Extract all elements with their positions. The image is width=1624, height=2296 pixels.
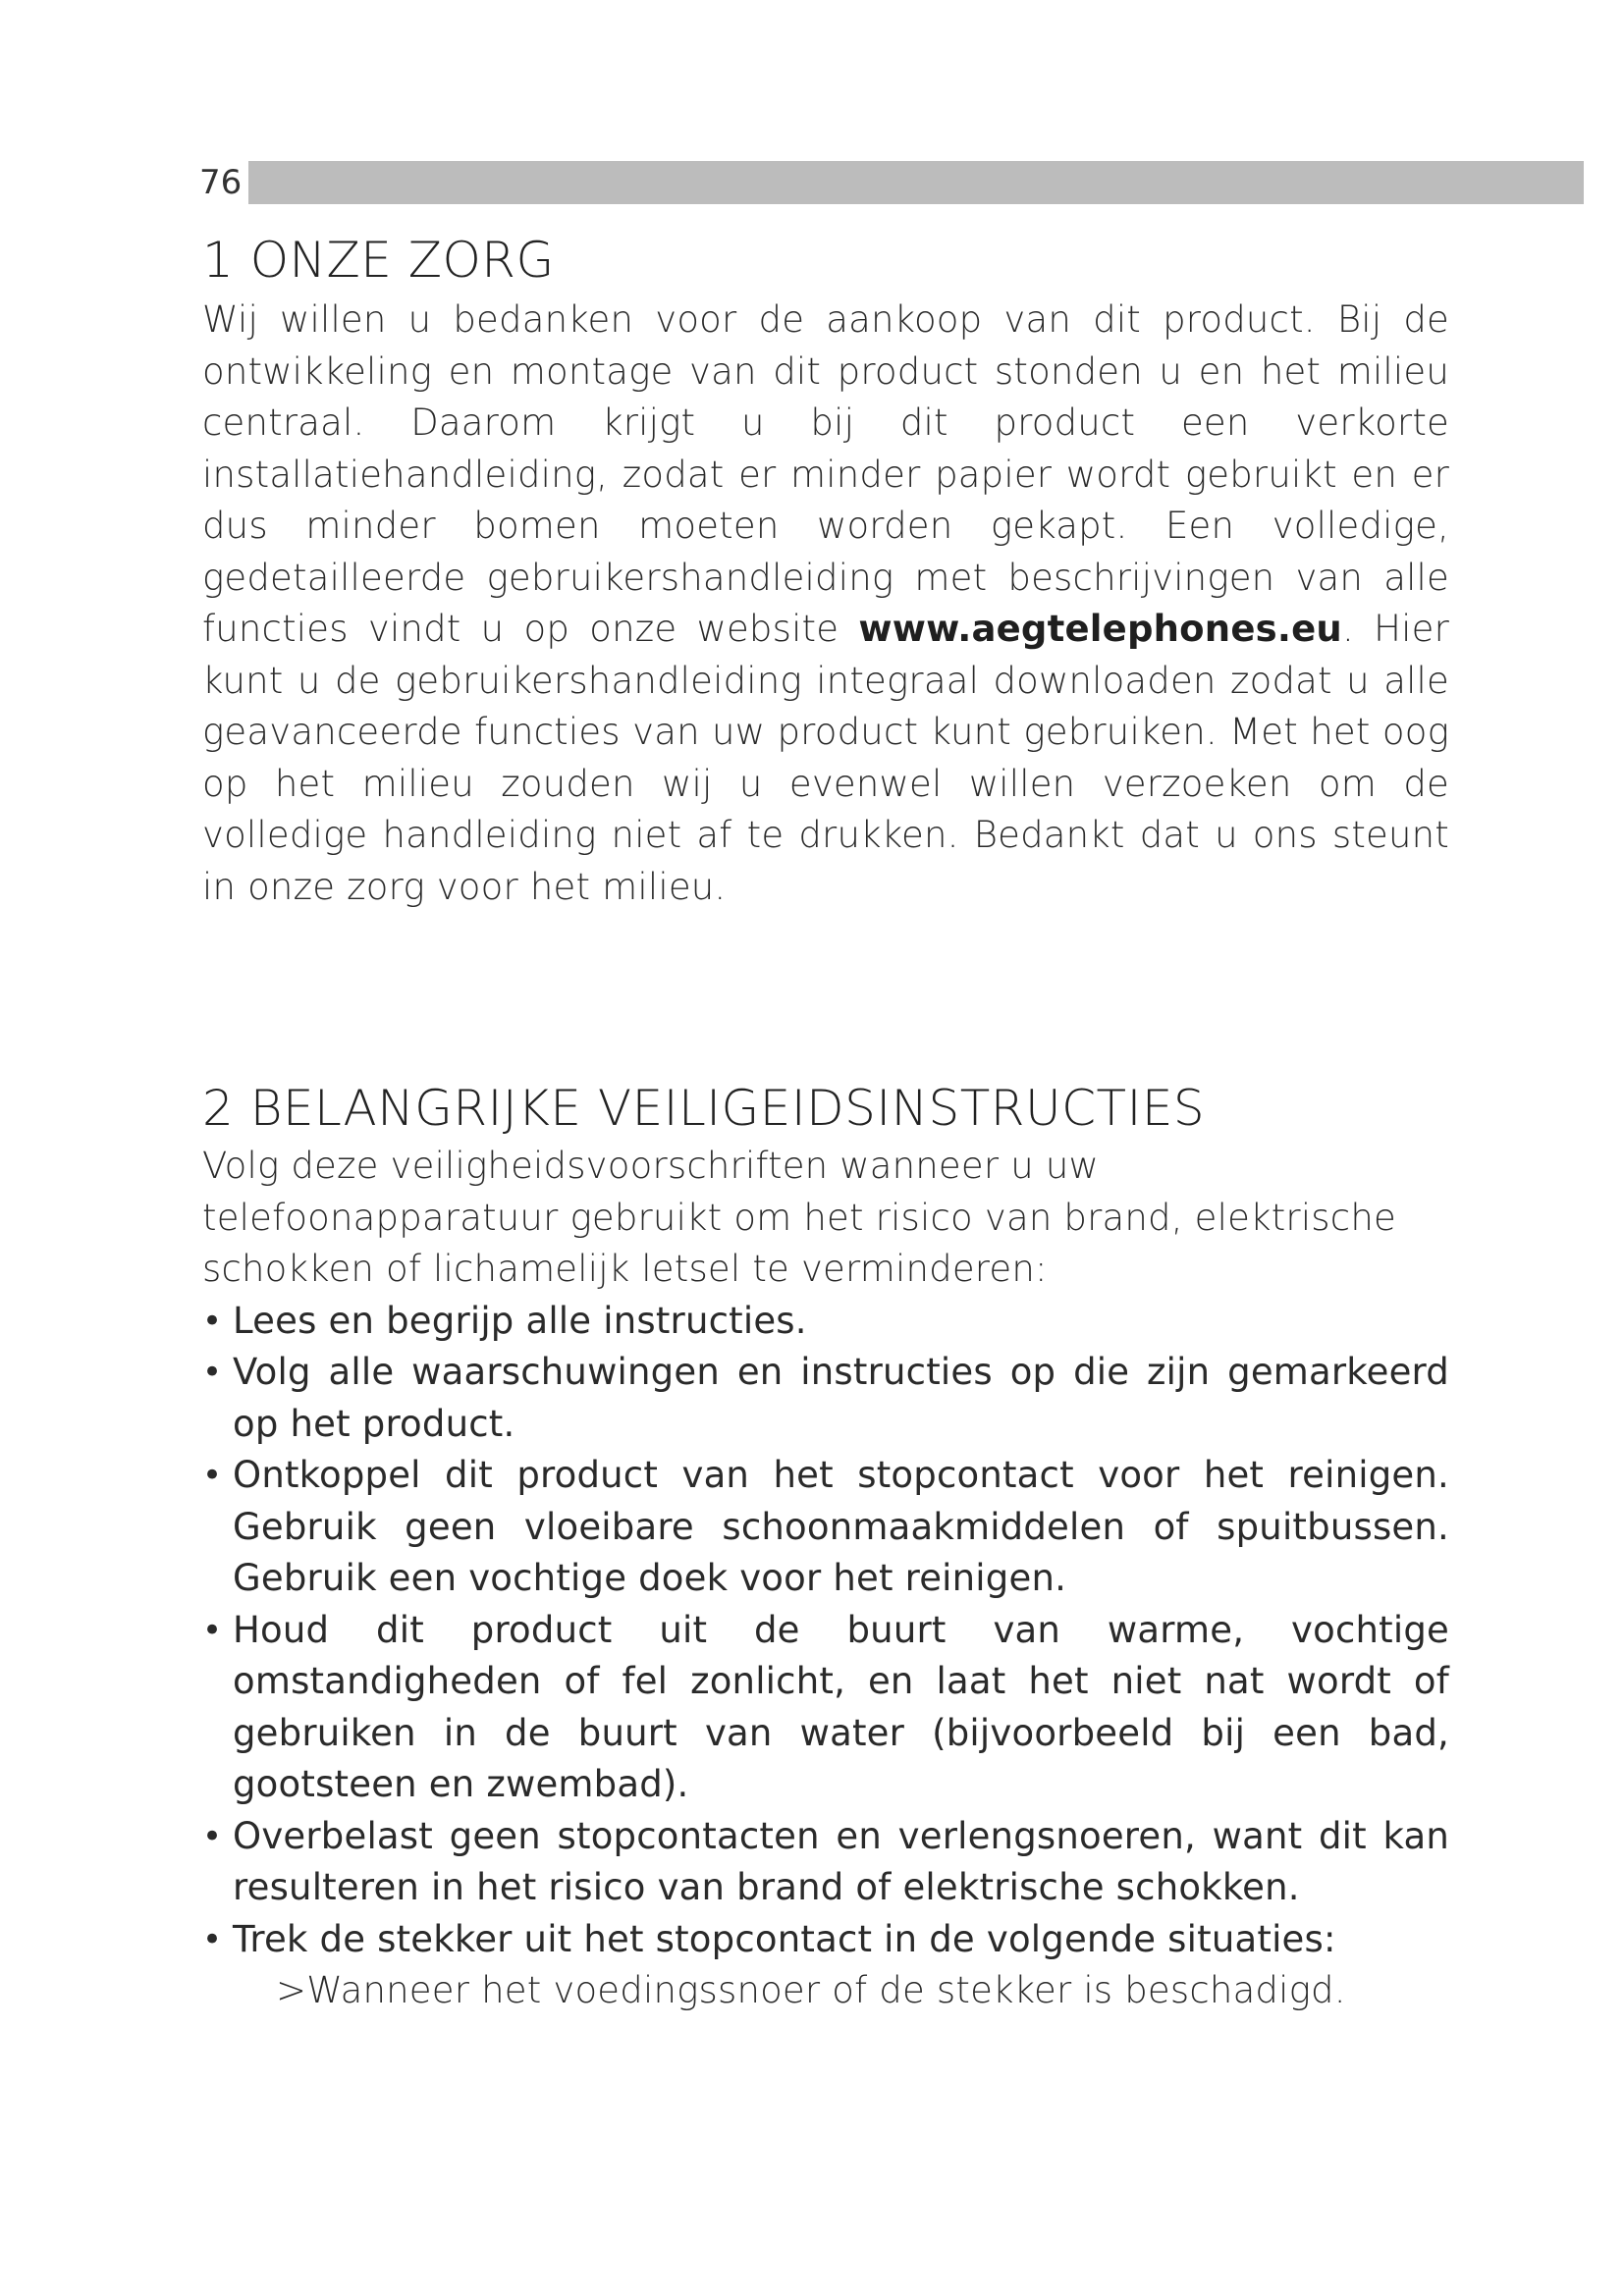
section-1-paragraph <box>202 294 1449 913</box>
list-item-text: Volg alle waarschuwingen en instructies op die zijn gemarkeerd op het product. <box>233 1351 1449 1445</box>
list-item <box>202 1811 1449 1914</box>
section-1-title: 1 ONZE ZORG <box>202 232 555 289</box>
safety-list <box>202 1296 1449 1966</box>
section-onze-zorg <box>202 230 1449 913</box>
website-link[interactable]: www.aegtelephones.eu <box>858 608 1342 650</box>
section-1-text-part-2: . Hier kunt u de gebruikershandleiding integraal downloaden zodat u alle geavanceerde functies van uw product kunt gebruiken. Met het oog op het milieu zouden wij u evenwel willen verzoeken om de volledige handleiding niet af te drukken. Bedankt dat u ons steunt in onze zorg voor het milieu. <box>202 608 1449 908</box>
bullet-icon: • <box>202 1456 223 1495</box>
section-1-text-part-1: Wij willen u bedanken voor de aankoop van dit product. Bij de ontwikkeling en montage van dit product stonden u en het milieu centraal. Daarom krijgt u bij dit product een verkorte installatiehandleiding, zodat er minder papier wordt gebruikt en er dus minder bomen moeten worden gekapt. Een volledige, gedetailleerde gebruikershandleiding met beschrijvingen van alle functies vindt u op onze website <box>202 298 1449 650</box>
list-item-text: Houd dit product uit de buurt van warme, vochtige omstandigheden of fel zonlicht, en laat het niet nat wordt of gebruiken in de buurt van water (bijvoorbeeld bij een bad, gootsteen en zwembad). <box>233 1608 1449 1805</box>
list-item <box>202 1605 1449 1811</box>
list-item <box>202 1347 1449 1450</box>
bullet-icon: • <box>202 1610 223 1650</box>
list-item-text: Ontkoppel dit product van het stopcontact voor het reinigen. Gebruik geen vloeibare schoonmaakmiddelen of spuitbussen. Gebruik een vochtige doek voor het reinigen. <box>233 1454 1449 1599</box>
list-item <box>202 1296 1449 1348</box>
section-2-intro: Volg deze veiligheidsvoorschriften wanneer u uw telefoonapparatuur gebruikt om het risico van brand, elektrische schokken of lichamelijk letsel te verminderen: <box>202 1145 1396 1290</box>
header-bar <box>199 161 1584 204</box>
list-item-text: Trek de stekker uit het stopcontact in de volgende situaties: <box>233 1917 1336 1960</box>
bullet-icon: • <box>202 1301 223 1341</box>
bullet-icon: • <box>202 1353 223 1392</box>
page-number: 76 <box>199 161 248 204</box>
bullet-icon: • <box>202 1816 223 1856</box>
sub-list-item: >Wanneer het voedingssnoer of de stekker is beschadigd. <box>276 1969 1346 2011</box>
bullet-icon: • <box>202 1919 223 1959</box>
list-item <box>202 1914 1449 1966</box>
list-item-text: Overbelast geen stopcontacten en verlengsnoeren, want dit kan resulteren in het risico van brand of elektrische schokken. <box>233 1814 1449 1908</box>
section-2-title: 2 BELANGRIJKE VEILIGEIDSINSTRUCTIES <box>202 1080 1206 1137</box>
list-item <box>202 1450 1449 1605</box>
list-item-text: Lees en begrijp alle instructies. <box>233 1299 807 1342</box>
section-safety-instructions <box>202 1078 1449 2017</box>
